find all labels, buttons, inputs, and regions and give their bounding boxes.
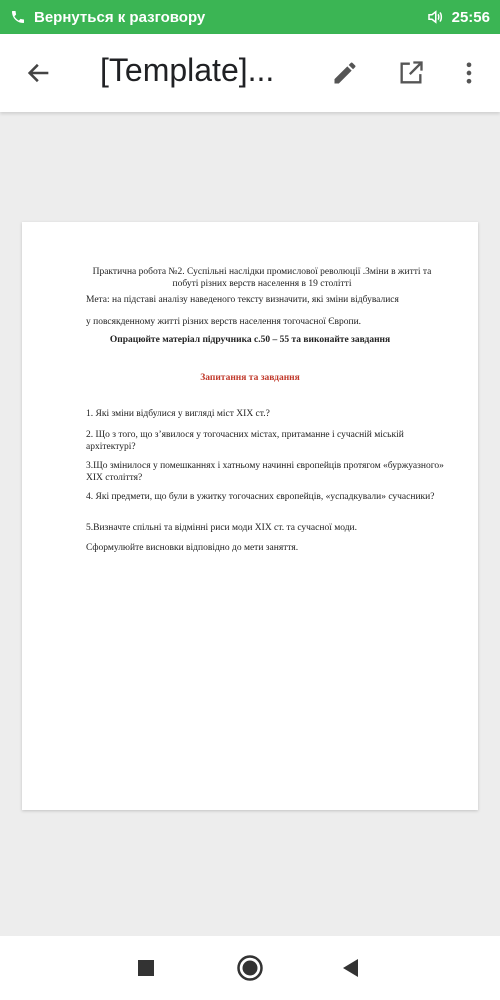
pencil-icon — [331, 59, 359, 87]
circle-icon — [236, 954, 264, 982]
back-button[interactable] — [23, 57, 55, 89]
home-button[interactable] — [235, 953, 265, 983]
triangle-back-icon — [341, 958, 361, 978]
question-2: 2. Що з того, що з’явилося у тогочасних містах, притаманне і сучасній міській архітектурі? — [86, 430, 404, 452]
section-heading: Запитання та завдання — [200, 373, 300, 383]
question-1: 1. Які зміни відбулися у вигляді міст XIX ст.? — [86, 409, 270, 419]
instruction: Опрацюйте матеріал підручника с.50 – 55 та виконайте завдання — [109, 335, 391, 345]
return-to-call[interactable] — [10, 9, 205, 26]
more-vert-icon — [455, 59, 483, 87]
edit-button[interactable] — [329, 57, 361, 89]
clock: 25:56 — [451, 8, 490, 26]
conclusion: Сформулюйте висновки відповідно до мети заняття. — [86, 543, 299, 553]
page-title: Практична робота №2. Суспільні наслідки промислової революції .Зміни в житті та побуті різних верств населення в 19 столітті — [92, 267, 432, 289]
recent-apps-button[interactable] — [131, 953, 161, 983]
square-icon — [137, 959, 155, 977]
phone-icon — [10, 9, 26, 25]
more-options-button[interactable] — [453, 57, 485, 89]
call-text: Вернуться к разговору — [34, 8, 206, 26]
app-bar — [0, 34, 500, 112]
open-in-app-button[interactable] — [395, 57, 427, 89]
system-nav-bar — [0, 936, 500, 1000]
volume-icon — [426, 8, 444, 26]
question-5: 5.Визначте спільні та відмінні риси моди XIX ст. та сучасної моди. — [86, 523, 357, 533]
document-title: [Template]... — [100, 52, 275, 88]
open-external-icon — [397, 59, 425, 87]
goal-line-1: Мета: на підставі аналізу наведеного тексту визначити, які зміни відбувалися — [86, 295, 399, 305]
question-3: 3.Що змінилося у помешканнях і хатньому начинні європейців протягом «буржуазного» XIX століття? — [86, 461, 444, 483]
question-4: 4. Які предмети, що були в ужитку тогочасних європейців, «успадкували» сучасники? — [86, 492, 435, 502]
goal-line-2: у повсякденному житті різних верств населення тогочасної Європи. — [86, 317, 362, 327]
nav-back-button[interactable] — [336, 953, 366, 983]
back-arrow-icon — [25, 59, 53, 87]
status-bar — [0, 0, 500, 34]
document-page — [22, 222, 478, 810]
